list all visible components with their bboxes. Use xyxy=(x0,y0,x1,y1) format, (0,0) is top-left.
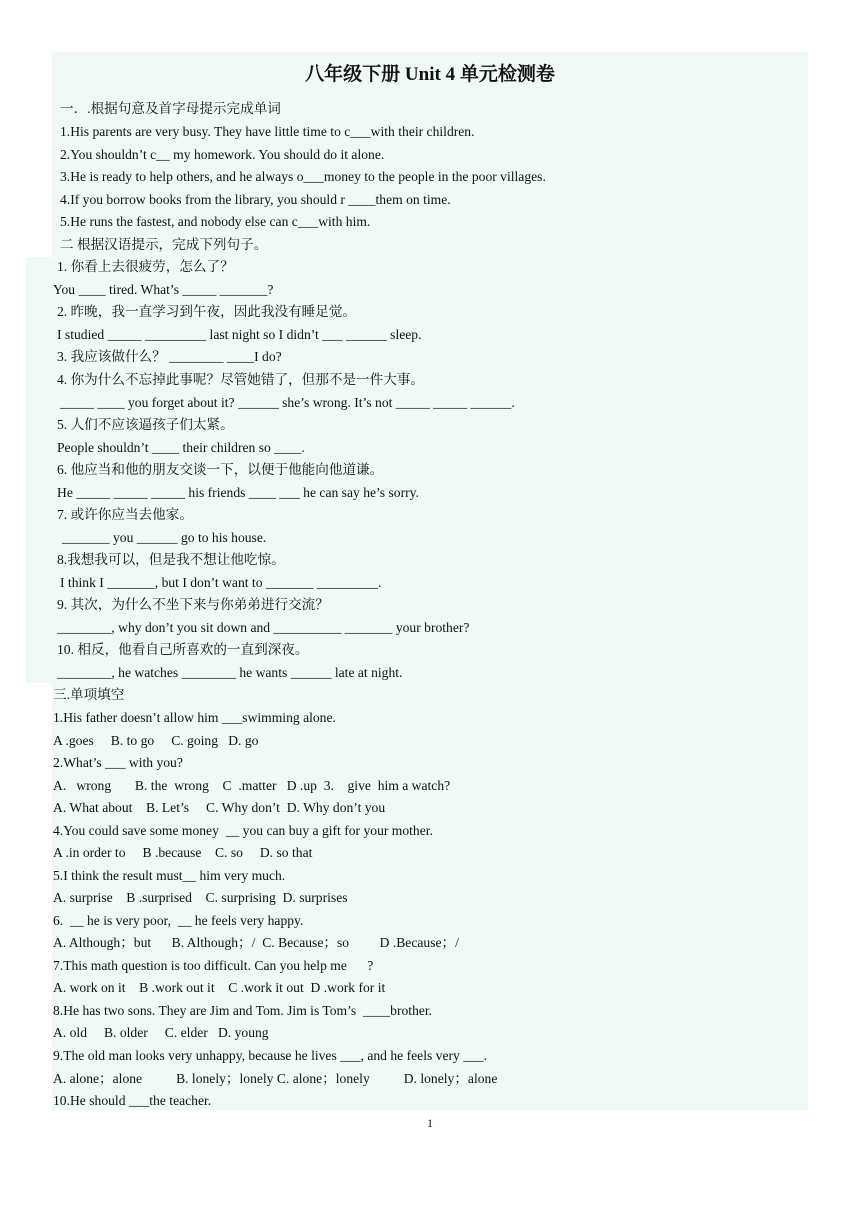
question-line: 7.This math question is too difficult. Can you help me ? xyxy=(53,958,374,973)
question-line: 4.You could save some money __ you can buy a gift for your mother. xyxy=(53,823,433,838)
options-line: A .goes B. to go C. going D. go xyxy=(53,733,259,748)
options-line: A. work on it B .work out it C .work it out D .work for it xyxy=(53,980,386,995)
question-line: 1.His parents are very busy. They have little time to c___with their children. xyxy=(60,124,475,139)
document-title: 八年级下册 Unit 4 单元检测卷 xyxy=(305,64,555,85)
question-line: 6. 他应当和他的朋友交谈一下，以便于他能向他道谦。 xyxy=(57,462,384,477)
options-line: A .in order to B .because C. so D. so that xyxy=(53,845,313,860)
question-line: 4.If you borrow books from the library, you should r ____them on time. xyxy=(60,192,451,207)
answer-line: _______ you ______ go to his house. xyxy=(62,530,267,545)
options-line: A. wrong B. the wrong C .matter D .up 3. give him a watch? xyxy=(53,778,451,793)
section-heading: 三.单项填空 xyxy=(53,687,125,702)
question-line: 2.You shouldn’t c__ my homework. You should do it alone. xyxy=(60,147,385,162)
question-line: 7. 或许你应当去他家。 xyxy=(57,507,193,522)
page-number: 1 xyxy=(427,1116,433,1130)
options-line: A. What about B. Let’s C. Why don’t D. Why don’t you xyxy=(53,800,386,815)
answer-line: I studied _____ _________ last night so I didn’t ___ ______ sleep. xyxy=(57,327,422,342)
question-line: 1.His father doesn’t allow him ___swimming alone. xyxy=(53,710,336,725)
options-line: A. surprise B .surprised C. surprising D. surprises xyxy=(53,890,348,905)
question-line: 9. 其次，为什么不坐下来与你弟弟进行交流？ xyxy=(57,597,329,612)
answer-line: ________, he watches ________ he wants ______ late at night. xyxy=(57,665,403,680)
question-line: 3.He is ready to help others, and he always o___money to the people in the poor villages. xyxy=(60,169,546,184)
answer-line: ________, why don’t you sit down and __________ _______ your brother? xyxy=(57,620,470,635)
answer-line: _____ ____ you forget about it? ______ she’s wrong. It’s not _____ _____ ______. xyxy=(60,395,515,410)
options-line: A. alone；alone B. lonely；lonely C. alone；lonely D. lonely；alone xyxy=(53,1071,498,1086)
options-line: A. Although；but B. Although；/ C. Because；so D .Because；/ xyxy=(53,935,459,950)
shaded-margin-strip xyxy=(26,257,56,683)
question-line: 1. 你看上去很疲劳，怎么了？ xyxy=(57,259,234,274)
question-line: 10. 相反，他看自己所喜欢的一直到深夜。 xyxy=(57,642,309,657)
answer-line: He _____ _____ _____ his friends ____ ___ he can say he’s sorry. xyxy=(57,485,419,500)
answer-line: I think I _______, but I don’t want to _______ _________. xyxy=(60,575,382,590)
question-line: 4. 你为什么不忘掉此事呢？尽管她错了，但那不是一件大事。 xyxy=(57,372,425,387)
question-line: 2.What’s ___ with you? xyxy=(53,755,183,770)
question-line: 2. 昨晚，我一直学习到午夜，因此我没有睡足觉。 xyxy=(57,304,357,319)
answer-line: People shouldn’t ____ their children so ____. xyxy=(57,440,305,455)
section-heading: 二 根据汉语提示，完成下列句子。 xyxy=(60,237,268,252)
section-heading: 一．.根据句意及首字母提示完成单词 xyxy=(60,101,281,116)
question-line: 5. 人们不应该逼孩子们太紧。 xyxy=(57,417,234,432)
question-line: 3. 我应该做什么？ ________ ____I do? xyxy=(57,349,282,364)
question-line: 10.He should ___the teacher. xyxy=(53,1093,212,1108)
question-line: 8.我想我可以，但是我不想让他吃惊。 xyxy=(57,552,285,567)
question-line: 8.He has two sons. They are Jim and Tom. Jim is Tom’s ____brother. xyxy=(53,1003,433,1018)
options-line: A. old B. older C. elder D. young xyxy=(53,1025,269,1040)
question-line: 6. __ he is very poor, __ he feels very happy. xyxy=(53,913,304,928)
question-line: 5.I think the result must__ him very much. xyxy=(53,868,286,883)
question-line: 5.He runs the fastest, and nobody else can c___with him. xyxy=(60,214,371,229)
question-line: 9.The old man looks very unhappy, because he lives ___, and he feels very ___. xyxy=(53,1048,487,1063)
answer-line: You ____ tired. What’s _____ _______? xyxy=(53,282,274,297)
